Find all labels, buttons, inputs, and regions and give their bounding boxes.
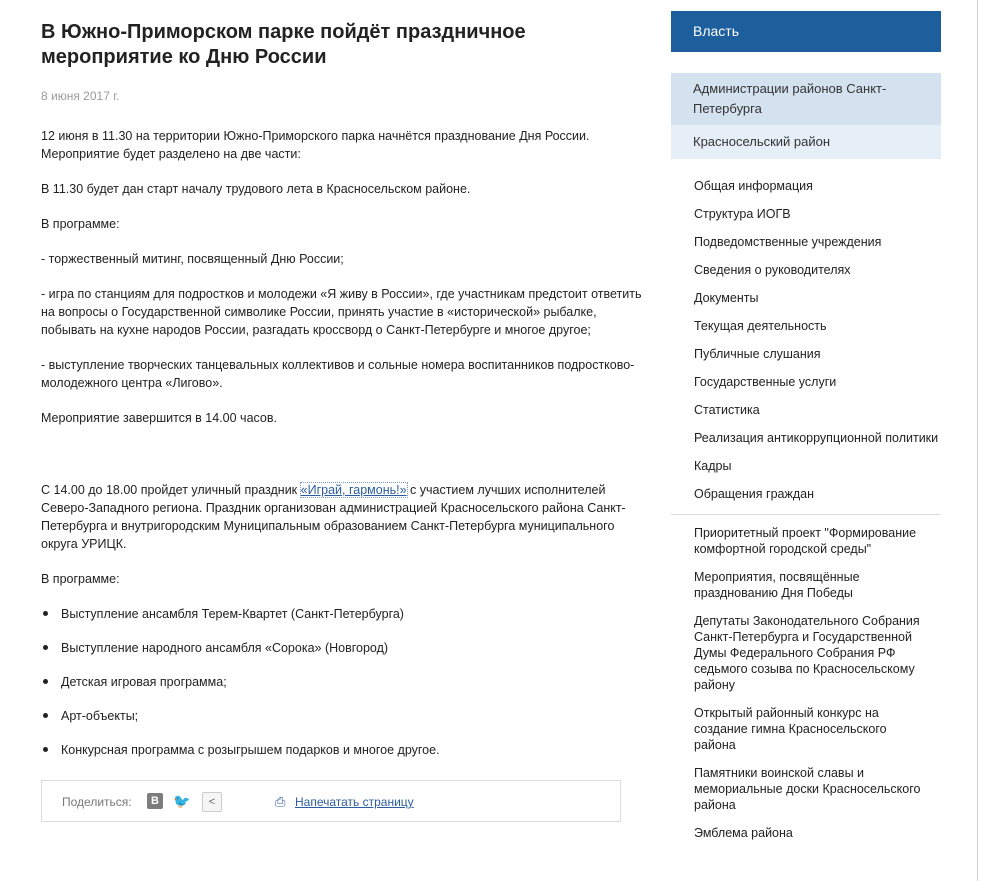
article-paragraph: - торжественный митинг, посвященный Дню России; [41, 252, 344, 266]
article-paragraph: В 11.30 будет дан старт началу трудового лета в Красносельском районе. [41, 182, 471, 196]
article-paragraph: 12 июня в 11.30 на территории Южно-Приморского парка начнётся празднование Дня России. Мероприятие будет разделено на две части: [41, 129, 590, 161]
share-more-icon[interactable]: < [202, 792, 222, 812]
sidebar-item-hearings[interactable]: Публичные слушания [694, 347, 821, 361]
sidebar-project-victory-day[interactable]: Мероприятия, посвящённые празднованию Дня Победы [694, 570, 860, 600]
sidebar-section-krasnoselsky[interactable]: Красносельский район [671, 125, 941, 159]
list-item: Конкурсная программа с розыгрышем подарков и многое другое. [41, 741, 646, 759]
sidebar-item-leaders[interactable]: Сведения о руководителях [694, 263, 851, 277]
sidebar-divider [671, 514, 941, 515]
sidebar-project-deputies[interactable]: Депутаты Законодательного Собрания Санкт-Петербурга и Государственной Думы Федерального Собрания РФ седьмого созыва по Красносельскому району [694, 614, 920, 692]
sidebar-project-urban-environment[interactable]: Приоритетный проект "Формирование комфортной городской среды" [694, 526, 917, 556]
sidebar-item-anticorruption[interactable]: Реализация антикоррупционной политики [694, 431, 939, 445]
sidebar-item-appeals[interactable]: Обращения граждан [694, 487, 814, 501]
sidebar-menu [671, 178, 941, 502]
article-paragraph: В программе: [41, 217, 120, 231]
article-text: с участием лучших исполнителей Северо-Западного региона. Праздник организован администрацией Красносельского района Санкт-Петербурга и внутригородским Муниципальным образованием Санкт-Петербурга муниципального округа УРИЦК. [41, 483, 626, 551]
article-paragraph: - выступление творческих танцевальных коллективов и сольные номера воспитанников подростково-молодежного центра «Лигово». [41, 358, 635, 390]
sidebar-item-services[interactable]: Государственные услуги [694, 375, 837, 389]
sidebar-project-monuments[interactable]: Памятники воинской славы и мемориальные доски Красносельского района [694, 766, 921, 812]
twitter-share-icon[interactable]: 🐦 [173, 793, 191, 809]
article-paragraph [41, 481, 646, 553]
printer-icon: ⎙ [275, 794, 286, 809]
list-item: Арт-объекты; [41, 707, 646, 725]
sidebar-item-structure[interactable]: Структура ИОГВ [694, 207, 791, 221]
sidebar-projects [671, 525, 941, 841]
article-paragraph: В программе: [41, 572, 120, 586]
sidebar-item-staff[interactable]: Кадры [694, 459, 732, 473]
page-border [977, 0, 978, 881]
article-paragraph: - игра по станциям для подростков и молодежи «Я живу в России», где участникам предстоит ответить на вопросы о Государственной символике России, принять участие в «исторической» рыбалке, побывать на кухне народов России, разгадать кроссворд о Санкт-Петербурге и многое другое; [41, 287, 642, 337]
sidebar-item-general-info[interactable]: Общая информация [694, 179, 813, 193]
list-item: Выступление ансамбля Терем-Квартет (Санкт-Петербурга) [41, 605, 646, 623]
program-list [41, 605, 646, 759]
sidebar-item-documents[interactable]: Документы [694, 291, 759, 305]
article-paragraph: Мероприятие завершится в 14.00 часов. [41, 411, 277, 425]
print-page-link[interactable]: Напечатать страницу [295, 795, 414, 809]
sidebar-item-subordinate[interactable]: Подведомственные учреждения [694, 235, 882, 249]
article-body [41, 127, 646, 775]
sidebar-project-emblem[interactable]: Эмблема района [694, 826, 793, 840]
vk-share-icon[interactable]: В [147, 793, 163, 809]
list-item: Выступление народного ансамбля «Сорока» (Новгород) [41, 639, 646, 657]
sidebar-item-activity[interactable]: Текущая деятельность [694, 319, 827, 333]
sidebar [671, 11, 941, 853]
article-text: С 14.00 до 18.00 пройдет уличный праздник [41, 483, 301, 497]
page-title: В Южно-Приморском парке пойдёт праздничное мероприятие ко Дню России [41, 21, 526, 68]
festival-link[interactable]: «Играй, гармонь!» [300, 483, 407, 497]
article-container [41, 20, 646, 757]
article-date: 8 июня 2017 г. [41, 89, 120, 103]
sidebar-header[interactable]: Власть [671, 11, 941, 52]
share-panel [41, 780, 621, 822]
sidebar-section-districts[interactable]: Администрации районов Санкт-Петербурга [671, 73, 941, 125]
sidebar-item-statistics[interactable]: Статистика [694, 403, 760, 417]
sidebar-project-anthem-contest[interactable]: Открытый районный конкурс на создание гимна Красносельского района [694, 706, 887, 752]
list-item: Детская игровая программа; [41, 673, 646, 691]
share-label: Поделиться: [62, 795, 132, 809]
